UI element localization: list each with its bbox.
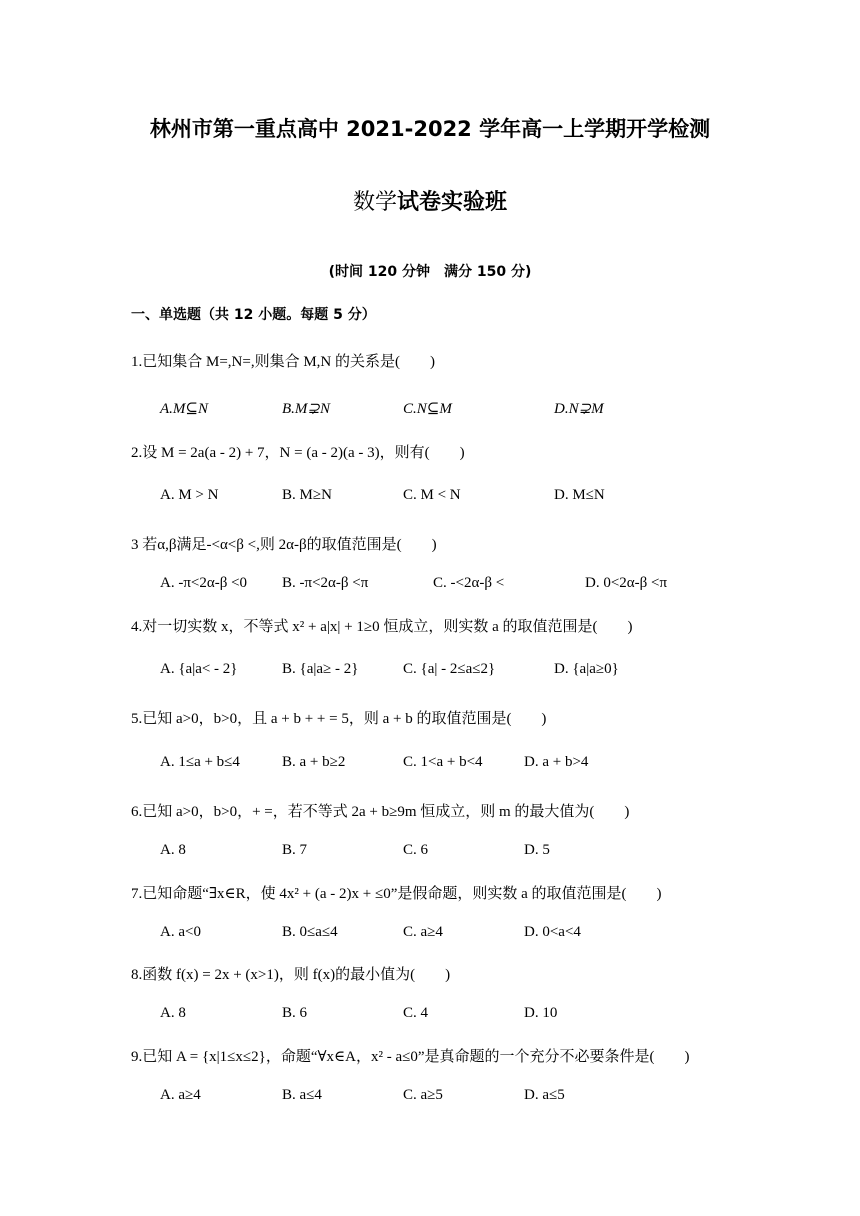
question-9-stem: 9.已知 A = {x|1≤x≤2}，命题“∀x∈A，x² - a≤0”是真命题的一个充分不必要条件是( ) <box>131 1049 690 1065</box>
question-8-option-a: A. 8 <box>160 1005 186 1021</box>
question-4-option-a: A. {a|a< - 2} <box>160 661 238 677</box>
question-6-option-d: D. 5 <box>524 842 550 858</box>
question-5-option-c: C. 1<a + b<4 <box>403 754 483 770</box>
question-7-option-d: D. 0<a<4 <box>524 924 581 940</box>
question-1-option-a: A.M⊆N <box>160 401 208 417</box>
question-3-option-d: D. 0<2α-β <π <box>585 575 668 591</box>
question-6-option-c: C. 6 <box>403 842 429 858</box>
question-2-option-d: D. M≤N <box>554 487 605 503</box>
question-1-stem: 1.已知集合 M=,N=,则集合 M,N 的关系是( ) <box>131 354 436 370</box>
question-1-option-d: D.N⊋M <box>554 401 604 417</box>
question-8-stem: 8.函数 f(x) = 2x + (x>1)，则 f(x)的最小值为( ) <box>131 967 451 983</box>
question-6-stem: 6.已知 a>0，b>0，+ =，若不等式 2a + b≥9m 恒成立，则 m 的最大值为( ) <box>131 804 630 820</box>
question-9-option-a: A. a≥4 <box>160 1087 201 1103</box>
question-4-option-b: B. {a|a≥ - 2} <box>282 661 359 677</box>
question-4-stem: 4.对一切实数 x，不等式 x² + a|x| + 1≥0 恒成立，则实数 a 的取值范围是( ) <box>131 619 633 635</box>
question-2-option-a: A. M > N <box>160 487 219 503</box>
question-8-option-c: C. 4 <box>403 1005 429 1021</box>
subtitle-part-b: 试卷实验班 <box>397 190 508 215</box>
subtitle-part-a: 数学 <box>352 190 397 215</box>
question-2-stem: 2.设 M = 2a(a - 2) + 7，N = (a - 2)(a - 3)，则有( ) <box>131 445 465 461</box>
question-6-option-b: B. 7 <box>282 842 308 858</box>
question-1-option-c: C.N⊆M <box>403 401 452 417</box>
question-6-option-a: A. 8 <box>160 842 186 858</box>
exam-time-info: (时间 120 分钟 满分 150 分) <box>328 264 532 280</box>
question-5-option-a: A. 1≤a + b≤4 <box>160 754 240 770</box>
question-7-option-b: B. 0≤a≤4 <box>282 924 338 940</box>
question-7-option-c: C. a≥4 <box>403 924 443 940</box>
question-5-stem: 5.已知 a>0，b>0，且 a + b + + = 5，则 a + b 的取值范围是( ) <box>131 711 547 727</box>
question-7-option-a: A. a<0 <box>160 924 201 940</box>
question-9-option-d: D. a≤5 <box>524 1087 565 1103</box>
page-title: 林州市第一重点高中 2021-2022 学年高一上学期开学检测 <box>149 117 711 141</box>
question-5-option-d: D. a + b>4 <box>524 754 589 770</box>
question-1-option-b: B.M⊋N <box>282 401 330 417</box>
question-2-option-c: C. M < N <box>403 487 461 503</box>
question-3-option-c: C. -<2α-β < <box>433 575 505 591</box>
question-9-option-c: C. a≥5 <box>403 1087 443 1103</box>
question-3-option-a: A. -π<2α-β <0 <box>160 575 248 591</box>
question-4-option-c: C. {a| - 2≤a≤2} <box>403 661 496 677</box>
question-3-option-b: B. -π<2α-β <π <box>282 575 369 591</box>
question-9-option-b: B. a≤4 <box>282 1087 322 1103</box>
section-heading: 一、单选题（共 12 小题。每题 5 分） <box>131 307 376 323</box>
question-8-option-d: D. 10 <box>524 1005 558 1021</box>
question-3-stem: 3 若α,β满足-<α<β <,则 2α-β的取值范围是( ) <box>131 537 437 553</box>
question-8-option-b: B. 6 <box>282 1005 308 1021</box>
question-4-option-d: D. {a|a≥0} <box>554 661 619 677</box>
page-subtitle <box>0 185 860 216</box>
question-5-option-b: B. a + b≥2 <box>282 754 346 770</box>
question-7-stem: 7.已知命题“∃x∈R，使 4x² + (a - 2)x + ≤0”是假命题，则实数 a 的取值范围是( ) <box>131 886 662 902</box>
question-2-option-b: B. M≥N <box>282 487 332 503</box>
